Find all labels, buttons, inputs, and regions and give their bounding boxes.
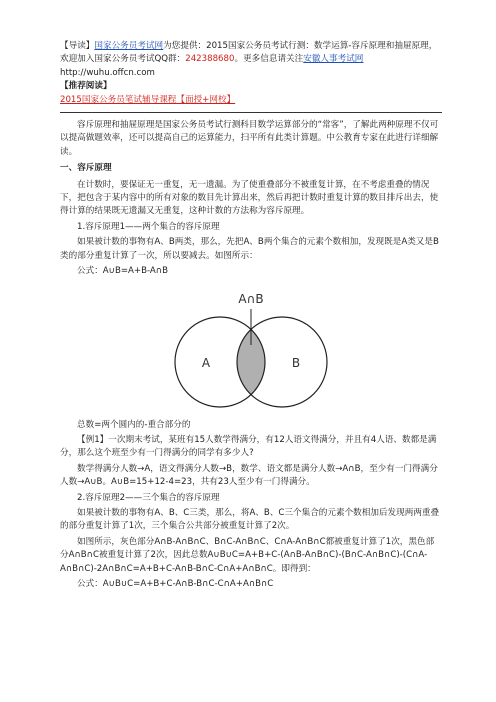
recommend-label: 【推荐阅读】: [60, 81, 112, 92]
formula-two-sets: 公式：A∪B=A+B-A∩B: [77, 266, 168, 277]
three-set-explanation: 如图所示，灰色部分A∩B-A∩B∩C、B∩C-A∩B∩C、C∩A-A∩B∩C都被重复计算了1次，黑色部分A∩B∩C被重复计算了2次，因此总数A∪B∪C=A+B+C-(A∩B-A∩B∩C)-(B∩C-A∩B∩C)-(C∩A-A∩B∩C)-2A∩B∩C=A+B+C-A∩B-B∩C-C∩A+A∩B∩C。即得到：: [60, 536, 435, 574]
section-heading: 一、容斥原理: [60, 163, 112, 174]
intro-paragraph: [60, 40, 442, 67]
example-paragraph: [60, 434, 442, 461]
venn-diagram: [146, 285, 356, 409]
label-b: B: [291, 355, 301, 370]
qq-number: 242388680: [185, 54, 235, 65]
subsection-heading-1: 1.容斥原理1——两个集合的容斥原理: [77, 221, 220, 232]
example-solution: 数学得满分人数→A，语文得满分人数→B，数学、语文都是满分人数→A∩B，至少有一门得满分人数→A∪B。A∪B=15+12-4=23，共有23人至少有一门得满分。: [60, 463, 438, 488]
label-a: A: [201, 355, 211, 370]
intersection-label: A∩B: [238, 291, 264, 306]
total-note: 总数=两个圆内的-重合部分的: [77, 419, 191, 430]
recommend-link[interactable]: 2015国家公务员笔试辅导课程【面授+网校】: [60, 94, 236, 105]
three-set-paragraph: 如果被计数的事物有A、B、C三类，那么，将A、B、C三个集合的元素个数相加后发现两两重叠的部分重复计算了1次，三个集合公共部分被重复计算了2次。: [60, 507, 440, 532]
article-body: [60, 40, 442, 591]
example-text: 一次期末考试，某班有15人数学得满分，有12人语文得满分，并且有4人语、数都是满分，那么这个班至少有一门得满分的同学有多少人?: [60, 434, 437, 459]
follow-link[interactable]: 安徽人事考试网: [303, 54, 364, 65]
site-url: http://wuhu.offcn.com: [60, 67, 155, 78]
two-set-paragraph: 如果被计数的事物有A、B两类，那么，先把A、B两个集合的元素个数相加，发现既是A类又是B类的部分重复计算了一次，所以要减去。如图所示：: [60, 237, 439, 261]
subsection-heading-2: 2.容斥原理2——三个集合的容斥原理: [77, 492, 220, 503]
exam-site-link[interactable]: 国家公务员考试网: [94, 41, 164, 51]
divider: [60, 112, 442, 113]
lead-tail: 。更多信息请关注: [234, 54, 304, 65]
example-label: 【例1】: [77, 434, 109, 445]
lead-bracket: 【导读】: [60, 41, 95, 51]
lead-text: 为您提供：2015国家公务员考试行测：数学运算-容斥原理和抽屉原理，欢迎加入国家公务员考试QQ群：: [60, 41, 438, 65]
definition-paragraph: 在计数时，要保证无一重复，无一遗漏。为了使重叠部分不被重复计算，在不考虑重叠的情况下，把包含于某内容中的所有对象的数目先计算出来，然后再把计数时重复计算的数目排斥出去，使得计算的结果既无遗漏又无重复，这种计数的方法称为容斥原理。: [60, 179, 439, 217]
intro-body-paragraph: 容斥原理和抽屉原理是国家公务员考试行测科目数学运算部分的“常客”，了解此两种原理不仅可以提高做题效率，还可以提高自己的运算能力，扫平所有此类计算题。中公教育专家在此进行详细解读。: [60, 120, 439, 157]
formula-three-sets: 公式：A∪B∪C=A+B+C-A∩B-B∩C-C∩A+A∩B∩C: [77, 578, 274, 589]
